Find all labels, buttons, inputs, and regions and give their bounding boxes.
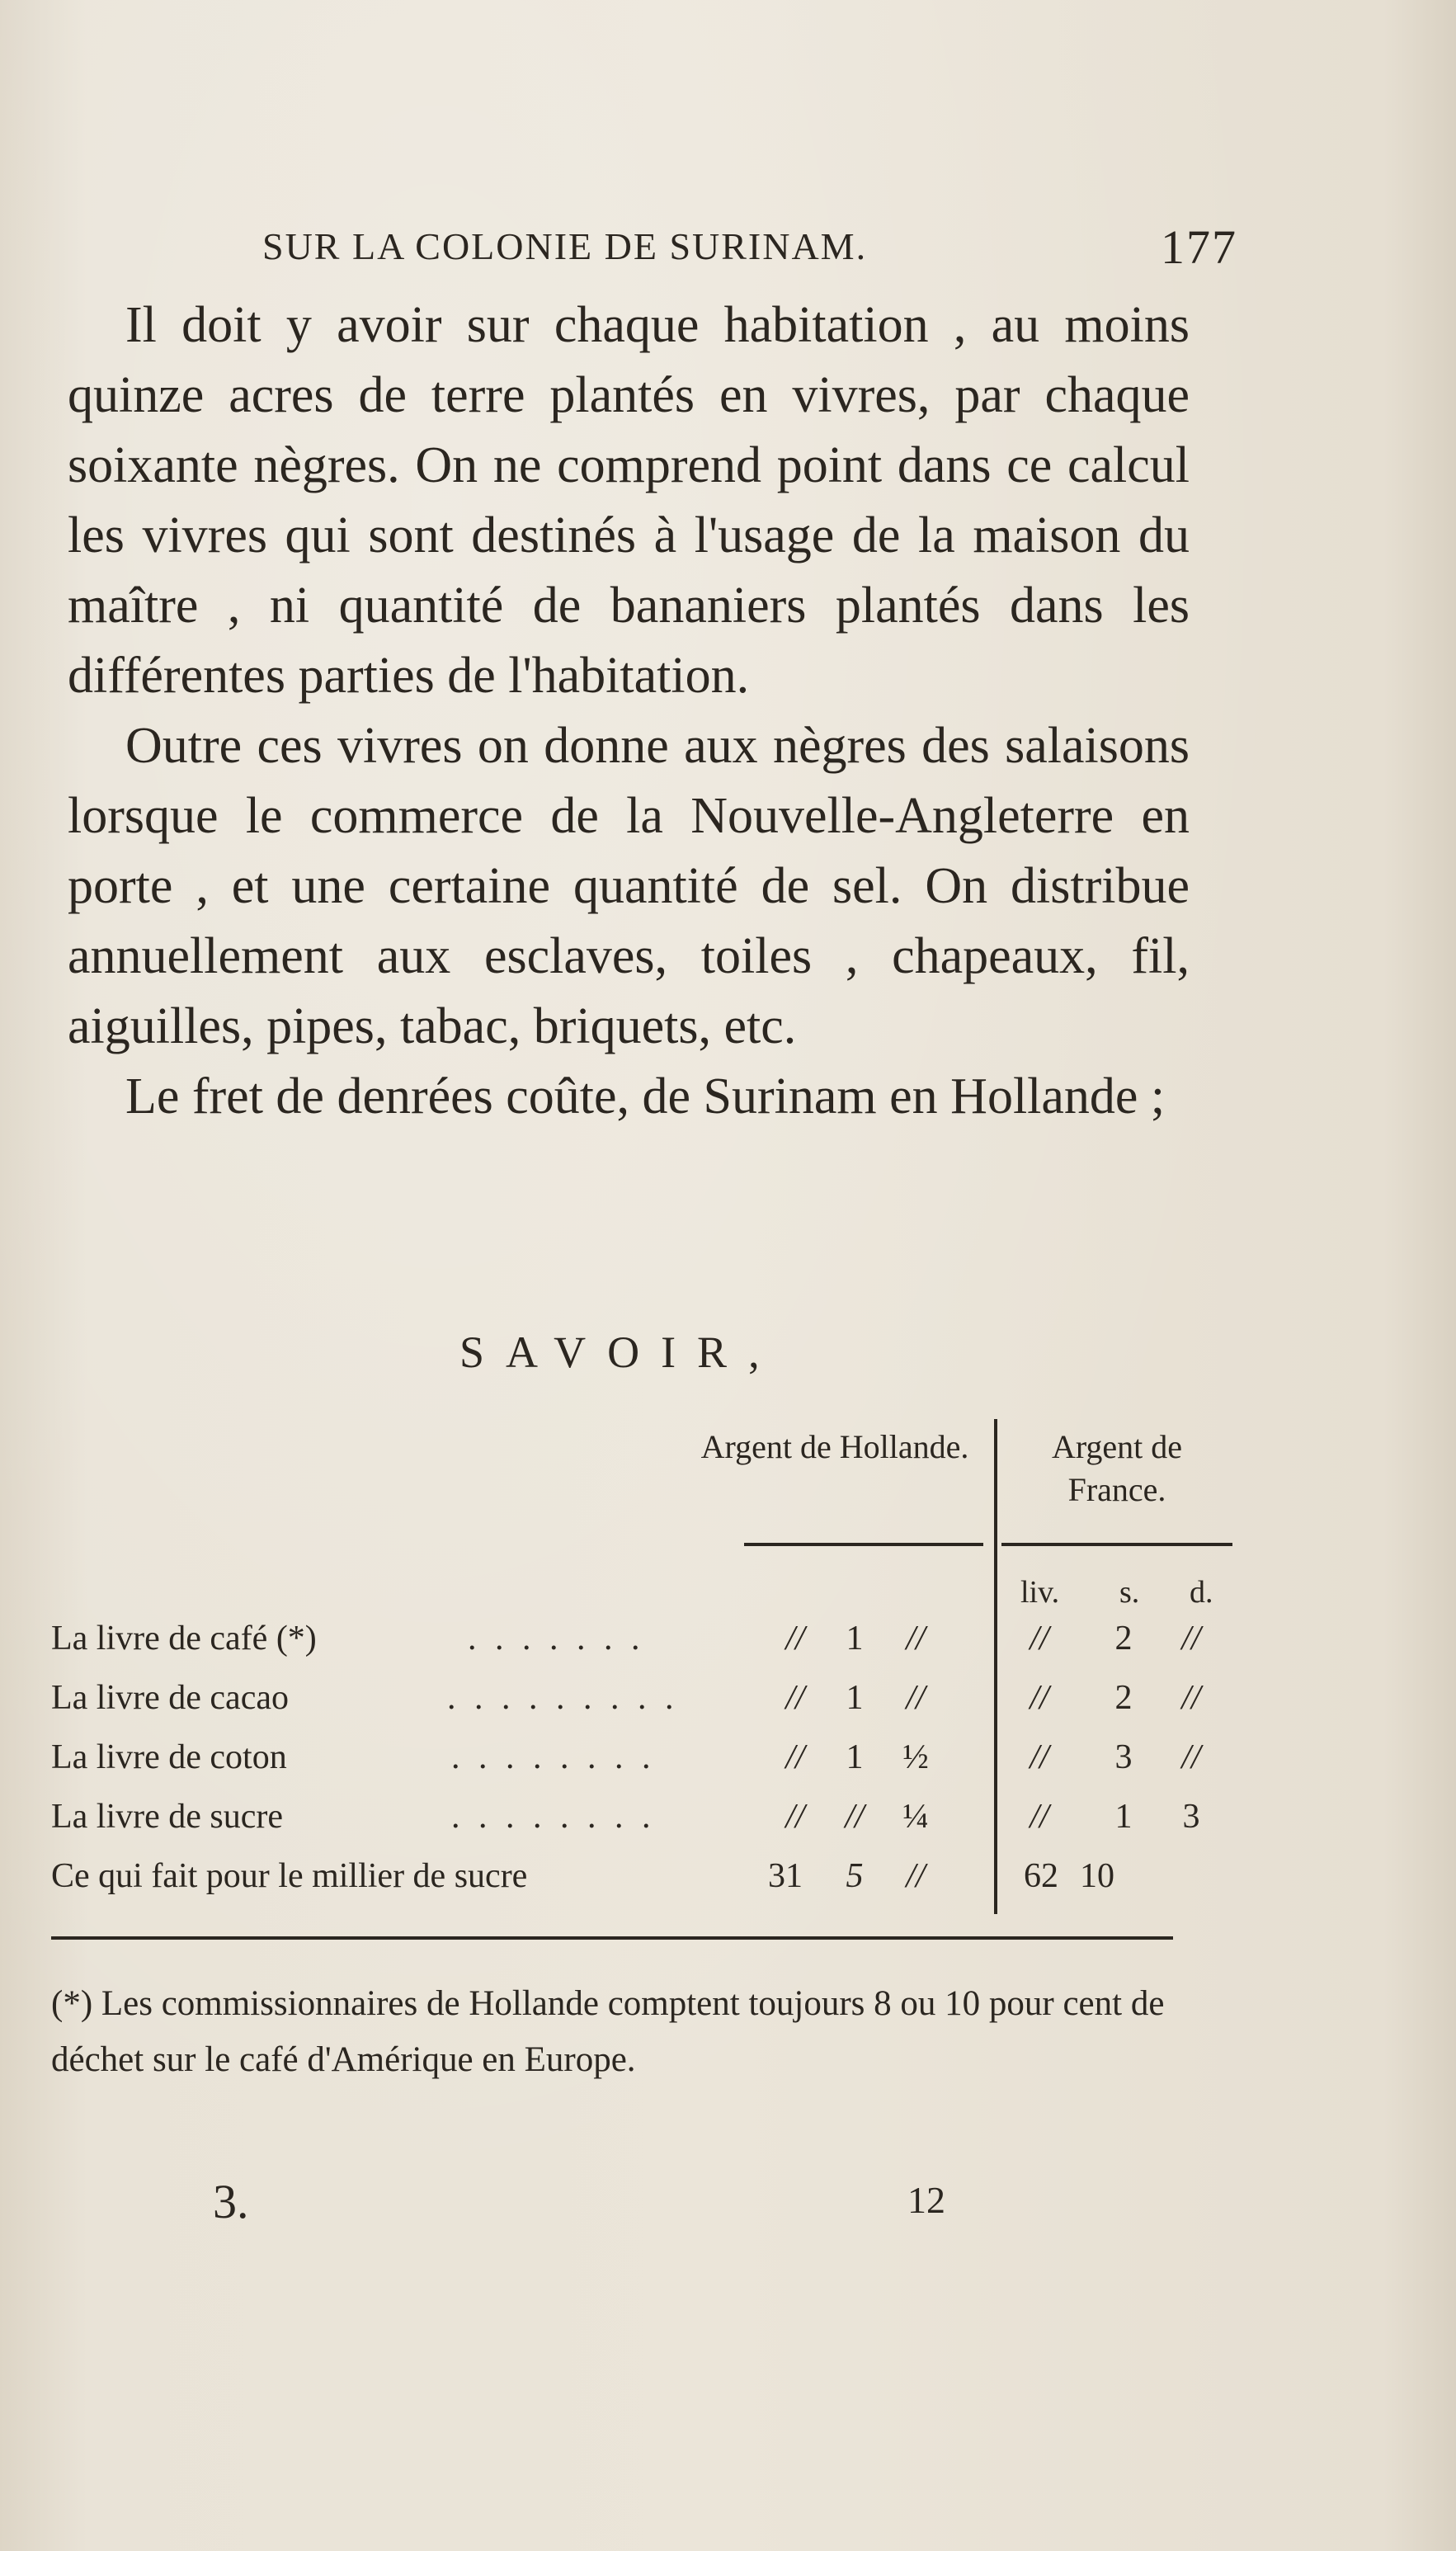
row-label: La livre de coton (51, 1738, 287, 1776)
cell: // (1030, 1738, 1049, 1776)
savoir-heading: SAVOIR, (459, 1327, 781, 1377)
cell: // (906, 1620, 926, 1657)
body-text (68, 290, 1190, 1132)
cell: 2 (1114, 1620, 1133, 1657)
cell: 10 (1080, 1857, 1114, 1895)
table-row (51, 1856, 1190, 1911)
table-row (51, 1797, 1200, 1851)
unit-sols: s. (1119, 1575, 1140, 1610)
footnote: (*) Les commissionnaires de Hollande comptent toujours 8 ou 10 pour cent de déchet sur le café d'Amérique en Europe. (51, 1984, 1165, 2079)
cell: ½ (902, 1738, 929, 1776)
cell: // (1181, 1620, 1201, 1657)
leader-dots: . . . . . . . . . (447, 1679, 679, 1717)
folio-number: 12 (907, 2179, 945, 2221)
table-row (51, 1678, 1201, 1733)
row-label: La livre de café (*) (51, 1620, 317, 1657)
column-header-france: Argent de France. (1051, 1428, 1183, 1508)
cell: 3 (1114, 1738, 1133, 1776)
cell: // (845, 1798, 865, 1836)
running-title: SUR LA COLONIE DE SURINAM. (262, 225, 868, 267)
leader-dots: . . . . . . . . (451, 1738, 656, 1776)
cell: 1 (1114, 1798, 1133, 1836)
cell: 3 (1182, 1798, 1200, 1836)
header-rule-holland (744, 1543, 983, 1546)
freight-table (51, 1419, 1213, 1931)
footnote-rule (51, 1936, 1173, 1940)
cell: // (785, 1738, 805, 1776)
row-label: La livre de sucre (51, 1798, 284, 1836)
cell: 1 (846, 1738, 864, 1776)
cell: 5 (846, 1857, 864, 1895)
page-number: 177 (1161, 220, 1237, 274)
cell: 62 (1024, 1857, 1058, 1895)
leader-dots: . . . . . . . (468, 1620, 645, 1657)
table-row (51, 1619, 1201, 1673)
cell: // (785, 1620, 805, 1657)
table-row (51, 1738, 1201, 1792)
paragraph-3: Le fret de denrées coûte, de Surinam en Hollande ; (125, 1068, 1166, 1125)
cell: 1 (846, 1620, 864, 1657)
cell: // (785, 1798, 805, 1836)
cell: // (785, 1679, 805, 1717)
row-label: Ce qui fait pour le millier de sucre (51, 1857, 528, 1895)
page-header (262, 220, 1237, 282)
cell: // (1030, 1679, 1049, 1717)
cell: ¼ (902, 1798, 929, 1836)
row-label: La livre de cacao (51, 1679, 289, 1717)
cell: // (1030, 1620, 1049, 1657)
cell: 31 (768, 1857, 803, 1895)
leader-dots: . . . . . . . . (451, 1798, 656, 1836)
cell: // (1030, 1798, 1049, 1836)
cell: // (1181, 1679, 1201, 1717)
paragraph-2: Outre ces vivres on donne aux nègres des salaisons lorsque le commerce de la Nouvelle-Angleterre en porte , et une certaine quantité de sel. On distribue annuellement aux esclaves, toiles , chapeaux, fil, aiguilles, pipes, tabac, briquets, etc. (68, 718, 1190, 1054)
header-rule-france (1001, 1543, 1232, 1546)
column-header-holland: Argent de Hollande. (700, 1428, 969, 1465)
signature-mark: 3. (213, 2175, 249, 2228)
unit-deniers: d. (1190, 1575, 1213, 1610)
cell: 1 (846, 1679, 864, 1717)
cell: // (906, 1857, 926, 1895)
cell: // (1181, 1738, 1201, 1776)
cell: 2 (1114, 1679, 1133, 1717)
unit-livres: liv. (1020, 1575, 1060, 1610)
paragraph-1: Il doit y avoir sur chaque habitation , au moins quinze acres de terre plantés en vivres, par chaque soixante nègres. On ne comprend point dans ce calcul les vivres qui sont destinés à l'usage de la maison du maître , ni quantité de bananiers plantés dans les différentes parties de l'habitation. (68, 297, 1190, 704)
cell: // (906, 1679, 926, 1717)
